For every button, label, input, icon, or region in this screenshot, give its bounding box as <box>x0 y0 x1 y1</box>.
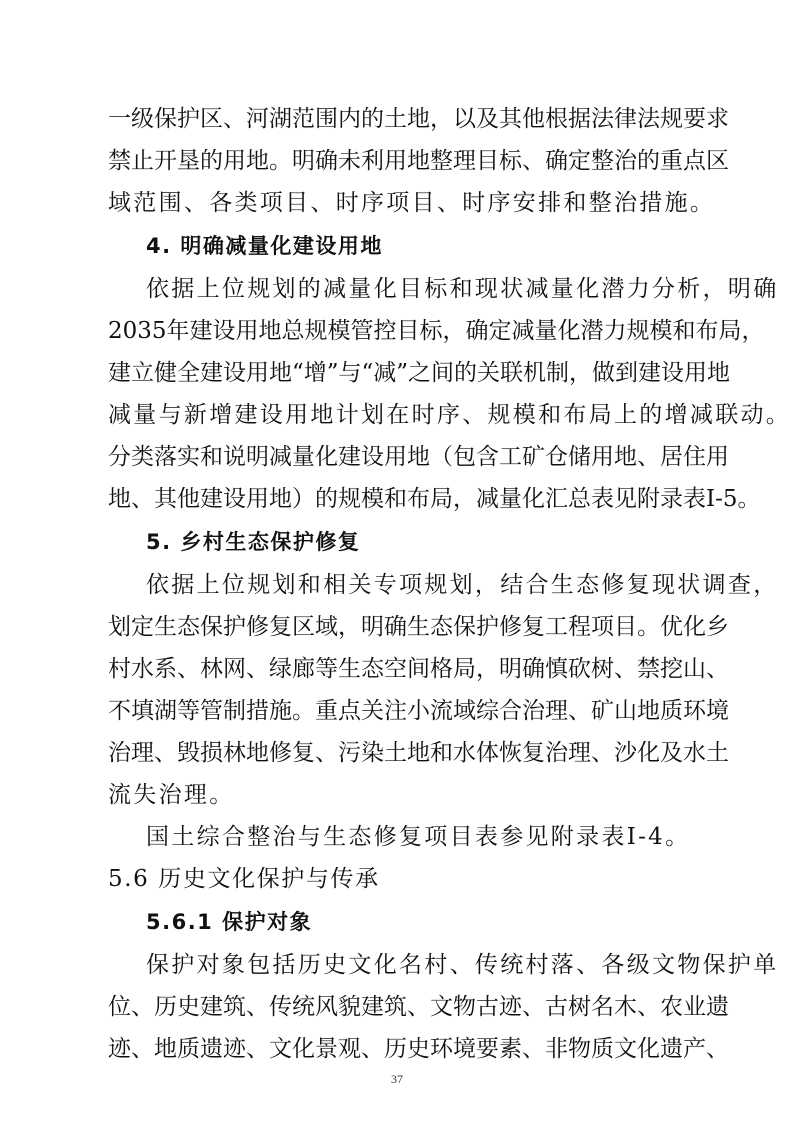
paragraph-line: 村水系、林网、绿廊等生态空间格局，明确慎砍树、禁挖山、 <box>108 656 729 682</box>
paragraph-line: 划定生态保护修复区域，明确生态保护修复工程项目。优化乡 <box>108 614 729 640</box>
paragraph-line: 分类落实和说明减量化建设用地（包含工矿仓储用地、居住用 <box>108 444 729 470</box>
paragraph-line: 位、历史建筑、传统风貌建筑、文物古迹、古树名木、农业遗 <box>108 994 729 1020</box>
page-number: 37 <box>391 1072 403 1086</box>
subsection-heading: 5.6.1 保护对象 <box>146 910 313 934</box>
paragraph-line: 治理、毁损林地修复、污染土地和水体恢复治理、沙化及水土 <box>108 740 729 766</box>
section-heading: 5.6 历史文化保护与传承 <box>108 866 380 892</box>
paragraph-line: 流失治理。 <box>108 782 235 808</box>
heading-5: 5. 乡村生态保护修复 <box>146 530 361 554</box>
heading-4: 4. 明确减量化建设用地 <box>146 234 383 258</box>
paragraph-line: 保护对象包括历史文化名村、传统村落、各级文物保护单 <box>146 952 779 978</box>
paragraph-line: 依据上位规划的减量化目标和现状减量化潜力分析，明确 <box>146 276 779 302</box>
paragraph-line: 禁止开垦的用地。明确未利用地整理目标、确定整治的重点区 <box>108 148 729 174</box>
paragraph-line: 地、其他建设用地）的规模和布局，减量化汇总表见附录表I-5。 <box>108 486 761 512</box>
paragraph-line: 迹、地质遗迹、文化景观、历史环境要素、非物质文化遗产、 <box>108 1036 729 1062</box>
paragraph-line: 2035年建设用地总规模管控目标，确定减量化潜力规模和布局， <box>108 318 765 344</box>
paragraph-line: 不填湖等管制措施。重点关注小流域综合治理、矿山地质环境 <box>108 698 729 724</box>
paragraph-line: 依据上位规划和相关专项规划，结合生态修复现状调查， <box>146 572 779 598</box>
paragraph-line: 减量与新增建设用地计划在时序、规模和布局上的增减联动。 <box>108 402 792 428</box>
paragraph-line: 国土综合整治与生态修复项目表参见附录表I-4。 <box>146 824 691 850</box>
paragraph-line: 域范围、各类项目、时序项目、时序安排和整治措施。 <box>108 190 716 216</box>
paragraph-line: 一级保护区、河湖范围内的土地，以及其他根据法律法规要求 <box>108 106 729 132</box>
paragraph-line: 建立健全建设用地“增”与“减”之间的关联机制，做到建设用地 <box>108 360 731 386</box>
